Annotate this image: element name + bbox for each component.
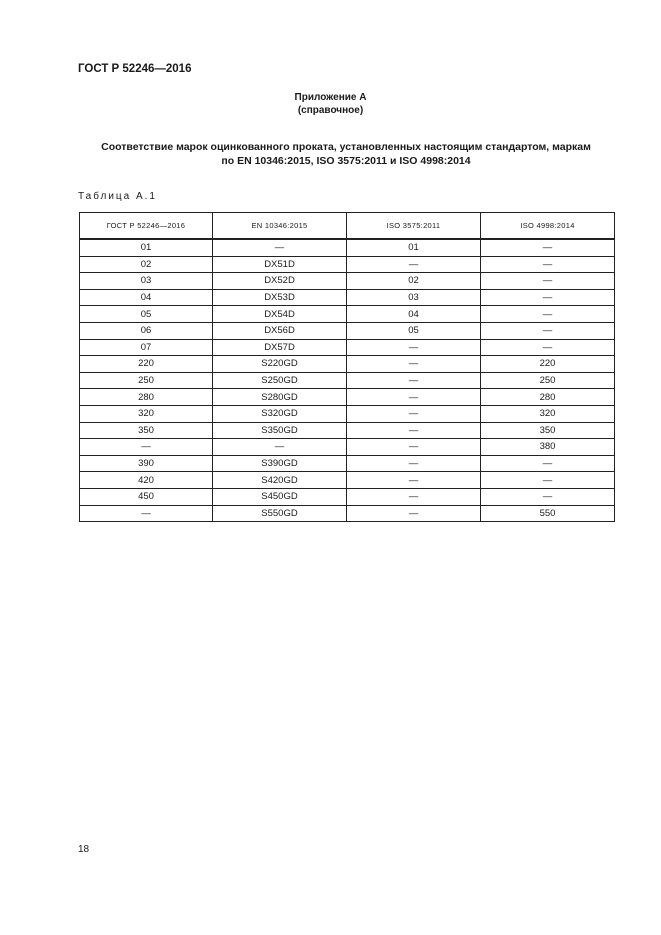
table-row [80,273,615,290]
cell-en: DX51D [213,256,347,273]
cell-iso-4998: — [481,322,615,339]
cell-iso-3575: — [347,405,481,422]
cell-en: S350GD [213,422,347,439]
cell-iso-4998: — [481,455,615,472]
appendix-title [60,141,632,168]
cell-en: S550GD [213,505,347,522]
cell-iso-4998: — [481,306,615,323]
table-row [80,322,615,339]
document-header: ГОСТ Р 52246—2016 [78,63,192,75]
cell-iso-3575: — [347,455,481,472]
cell-gost: 420 [80,472,213,489]
cell-en: DX52D [213,273,347,290]
cell-en: DX54D [213,306,347,323]
table-row [80,488,615,505]
table-row [80,405,615,422]
grade-correspondence-table [79,212,615,522]
cell-en: S420GD [213,472,347,489]
cell-iso-3575: — [347,488,481,505]
cell-en: S390GD [213,455,347,472]
table-row [80,289,615,306]
cell-iso-3575: 03 [347,289,481,306]
cell-iso-3575: 01 [347,239,481,256]
column-header-gost: ГОСТ Р 52246—2016 [80,213,213,240]
cell-en: S250GD [213,372,347,389]
cell-iso-4998: 250 [481,372,615,389]
cell-en: DX53D [213,289,347,306]
cell-iso-3575: — [347,505,481,522]
cell-iso-4998: — [481,239,615,256]
table-row [80,455,615,472]
appendix-label: Приложение А [294,92,367,103]
cell-gost: — [80,439,213,456]
cell-iso-4998: — [481,339,615,356]
cell-en: S280GD [213,389,347,406]
cell-en: S450GD [213,488,347,505]
table-row [80,356,615,373]
table-row [80,422,615,439]
appendix-note: (справочное) [297,105,364,116]
cell-iso-3575: — [347,356,481,373]
cell-iso-4998: — [481,488,615,505]
column-header-iso-3575: ISO 3575:2011 [347,213,481,240]
appendix-heading [0,91,661,117]
cell-iso-3575: — [347,389,481,406]
cell-iso-3575: — [347,422,481,439]
cell-gost: 01 [80,239,213,256]
table-header-row [80,213,615,240]
cell-iso-4998: 380 [481,439,615,456]
title-line-2: по EN 10346:2015, ISO 3575:2011 и ISO 4998:2014 [221,154,471,167]
cell-gost: 280 [80,389,213,406]
table-row [80,439,615,456]
cell-gost: 03 [80,273,213,290]
cell-en: S320GD [213,405,347,422]
cell-gost: 250 [80,372,213,389]
cell-gost: 02 [80,256,213,273]
cell-gost: — [80,505,213,522]
table-row [80,372,615,389]
table-row [80,256,615,273]
cell-en: — [213,439,347,456]
cell-gost: 07 [80,339,213,356]
table-row [80,472,615,489]
cell-gost: 320 [80,405,213,422]
cell-gost: 220 [80,356,213,373]
cell-iso-3575: — [347,372,481,389]
cell-iso-3575: 05 [347,322,481,339]
column-header-iso-4998: ISO 4998:2014 [481,213,615,240]
cell-gost: 04 [80,289,213,306]
table-row [80,239,615,256]
cell-iso-4998: — [481,289,615,306]
cell-iso-3575: — [347,256,481,273]
cell-iso-4998: 280 [481,389,615,406]
cell-iso-4998: — [481,256,615,273]
cell-en: DX57D [213,339,347,356]
table-row [80,505,615,522]
cell-iso-4998: 220 [481,356,615,373]
cell-iso-4998: 550 [481,505,615,522]
cell-iso-3575: — [347,472,481,489]
table-caption: Таблица А.1 [78,191,157,202]
cell-gost: 450 [80,488,213,505]
cell-en: S220GD [213,356,347,373]
cell-en: — [213,239,347,256]
cell-iso-3575: 02 [347,273,481,290]
cell-iso-4998: — [481,472,615,489]
cell-iso-4998: 350 [481,422,615,439]
title-line-1: Соответствие марок оцинкованного проката, установленных настоящим стандартом, маркам [101,141,591,153]
column-header-en: EN 10346:2015 [213,213,347,240]
cell-gost: 390 [80,455,213,472]
cell-iso-3575: 04 [347,306,481,323]
page-number: 18 [78,844,90,855]
cell-gost: 05 [80,306,213,323]
cell-iso-3575: — [347,339,481,356]
cell-gost: 06 [80,322,213,339]
cell-iso-3575: — [347,439,481,456]
table-row [80,339,615,356]
cell-gost: 350 [80,422,213,439]
cell-iso-4998: — [481,273,615,290]
cell-en: DX56D [213,322,347,339]
cell-iso-4998: 320 [481,405,615,422]
table-row [80,389,615,406]
table-row [80,306,615,323]
